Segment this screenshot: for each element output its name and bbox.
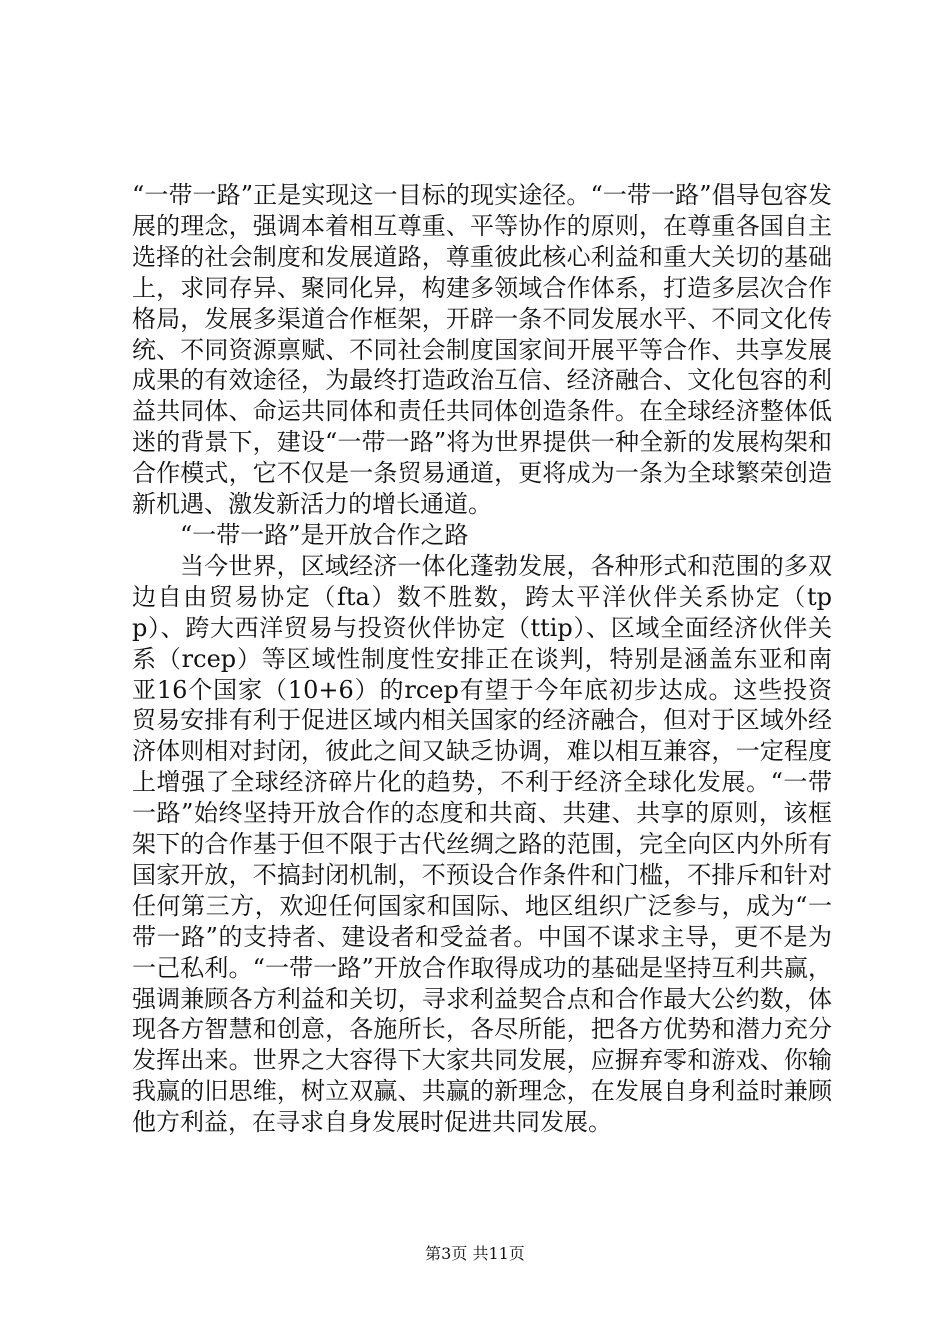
body-paragraph-1: “一带一路”正是实现这一目标的现实途径。“一带一路”倡导包容发展的理念，强调本着相互尊重、平等协作的原则，在尊重各国自主选择的社会制度和发展道路，尊重彼此核心利益和重大关切的基础上，求同存异、聚同化异，构建多领域合作体系，打造多层次合作格局，发展多渠道合作框架，开辟一条不同发展水平、不同文化传统、不同资源禀赋、不同社会制度国家间开展平等合作、共享发展成果的有效途径，为最终打造政治互信、经济融合、文化包容的利益共同体、命运共同体和责任共同体创造条件。在全球经济整体低迷的背景下，建设“一带一路”将为世界提供一种全新的发展构架和合作模式，它不仅是一条贸易通道，更将成为一条为全球繁荣创造新机遇、激发新活力的增长通道。 <box>132 181 832 519</box>
section-heading: “一带一路”是开放合作之路 <box>180 520 469 549</box>
body-paragraph-2: 当今世界，区域经济一体化蓬勃发展，各种形式和范围的多双边自由贸易协定（fta）数不胜数，跨太平洋伙伴关系协定（tpp）、跨大西洋贸易与投资伙伴协定（ttip）、区域全面经济伙伴关系（rcep）等区域性制度性安排正在谈判，特别是涵盖东亚和南亚16个国家（10+6）的rcep有望于今年底初步达成。这些投资贸易安排有利于促进区域内相关国家的经济融合，但对于区域外经济体则相对封闭，彼此之间又缺乏协调，难以相互兼容，一定程度上增强了全球经济碎片化的趋势，不利于经济全球化发展。“一带一路”始终坚持开放合作的态度和共商、共建、共享的原则，该框架下的合作基于但不限于古代丝绸之路的范围，完全向区内外所有国家开放，不搞封闭机制，不预设合作条件和门槛，不排斥和针对任何第三方，欢迎任何国家和国际、地区组织广泛参与，成为“一带一路”的支持者、建设者和受益者。中国不谋求主导，更不是为一己私利。“一带一路”开放合作取得成功的基础是坚持互利共赢，强调兼顾各方利益和关切，寻求利益契合点和合作最大公约数，体现各方智慧和创意，各施所长，各尽所能，把各方优势和潜力充分发挥出来。世界之大容得下大家共同发展，应摒弃零和游戏、你输我赢的旧思维，树立双赢、共赢的新理念，在发展自身利益时兼顾他方利益，在寻求自身发展时促进共同发展。 <box>132 551 832 1137</box>
document-body <box>132 180 832 1138</box>
page-number-footer: 第3页 共11页 <box>425 1244 525 1263</box>
